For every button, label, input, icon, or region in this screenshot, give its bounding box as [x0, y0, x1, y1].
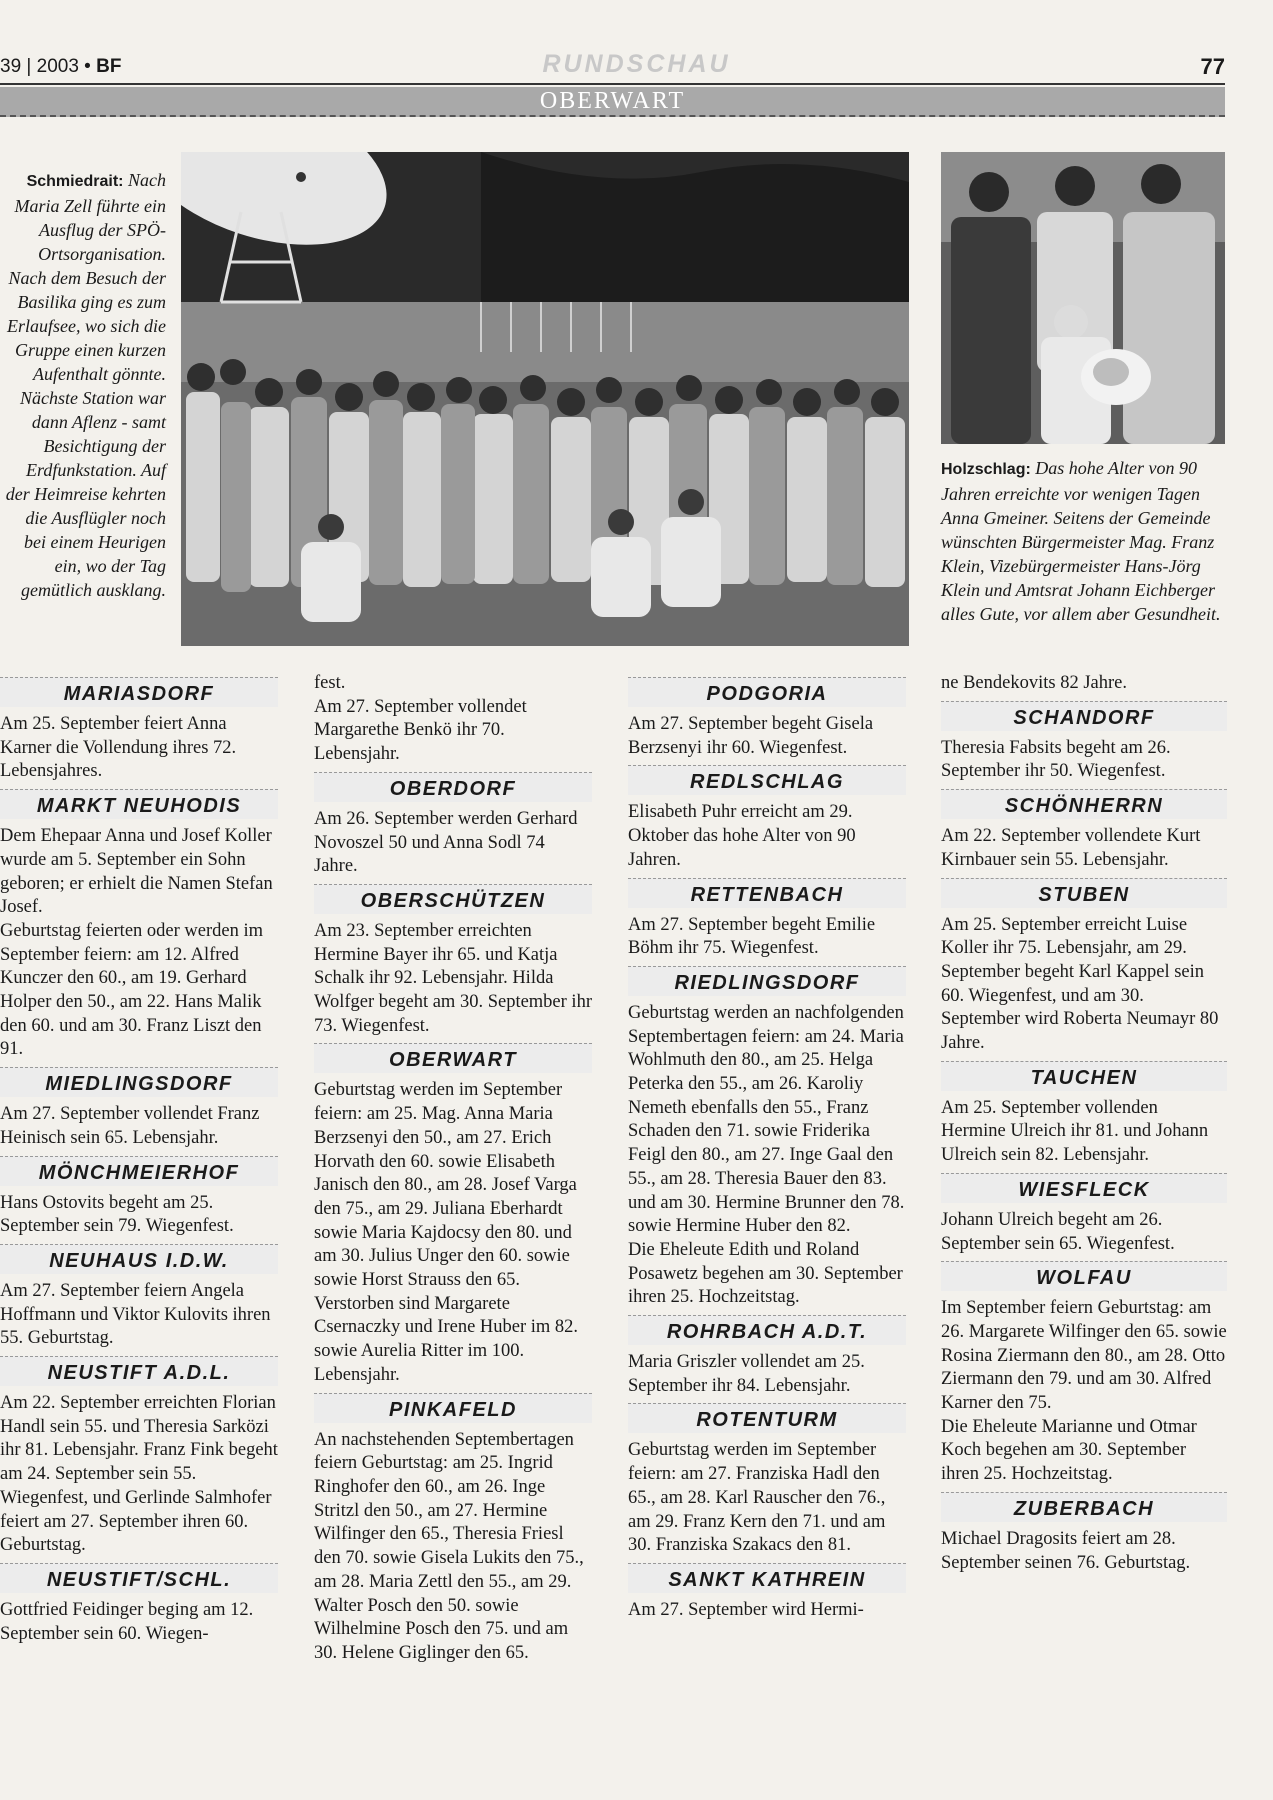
heading-miedlingsdorf: MIEDLINGSDORF [0, 1067, 278, 1097]
text-zuberbach: Michael Dragosits feiert am 28. September seinen 76. Geburtstag. [941, 1528, 1191, 1573]
heading-neustift-adl: NEUSTIFT A.D.L. [0, 1356, 278, 1386]
text-tauchen: Am 25. September vollenden Hermine Ulreich ihr 81. und Johann Ulreich sein 82. Lebensjahr. [941, 1097, 1209, 1166]
heading-oberwart: OBERWART [314, 1043, 592, 1073]
heading-wolfau: WOLFAU [941, 1261, 1227, 1291]
text-schoenherrn: Am 22. September vollendete Kurt Kirnbauer sein 55. Lebensjahr. [941, 826, 1201, 870]
text-markt-neuhodis: Dem Ehepaar Anna und Josef Koller wurde am 5. September ein Sohn geboren; er erhielt die Namen Stefan Josef. Geburtstag feierten oder werden im September feiern: am 12. Alfred Kunczer den 60., am 19. Gerhard Holper den 50., am 22. Hans Malik den 60. und am 30. Franz Liszt den 91. [0, 826, 273, 1060]
portrait-photo [941, 152, 1225, 444]
brand-label: BF [96, 56, 122, 77]
region-title: OBERWART [539, 88, 686, 114]
heading-zuberbach: ZUBERBACH [941, 1492, 1227, 1522]
text-riedlingsdorf: Geburtstag werden an nachfolgenden Septembertagen feiern: am 24. Maria Wohlmuth den 80., am 25. Helga Peterka den 55., am 26. Karoliy Nemeth ebenfalls den 55., Franz Schaden den 71. sowie Friderika Feigl den 80., am 27. Inge Gaal den 55., am 28. Theresia Bauer den 83. und am 30. Hermine Brunner den 78. sowie Hermine Huber den 82. Die Eheleute Edith und Roland Posawetz begehen am 30. September ihren 25. Hochzeitstag. [628, 1002, 905, 1308]
heading-stuben: STUBEN [941, 878, 1227, 908]
text-rohrbach: Maria Griszler vollendet am 25. September ihr 84. Lebensjahr. [628, 1352, 865, 1396]
heading-rettenbach: RETTENBACH [628, 878, 906, 908]
group-photo [181, 152, 909, 646]
section-title: RUNDSCHAU [542, 50, 731, 78]
page-number: 77 [1200, 54, 1225, 79]
heading-neustift-schl: NEUSTIFT/SCHL. [0, 1563, 278, 1593]
text-redlschlag: Elisabeth Puhr erreicht am 29. Oktober das hohe Alter von 90 Jahren. [628, 802, 856, 870]
text-oberdorf: Am 26. September werden Gerhard Novoszel 50 und Anna Sodl 74 Jahre. [314, 808, 578, 877]
text-continuation: fest. Am 27. September vollendet Margarethe Benkö ihr 70. Lebensjahr. [314, 673, 527, 765]
text-pinkafeld: An nachstehenden Septembertagen feiern Geburtstag: am 25. Ingrid Ringhofer den 60., am 26. Inge Stritzl den 50., am 27. Hermine Wilfinger den 65., Theresia Friesl den 70. sowie Gisela Lukits den 75., am 28. Maria Zettl den 55., am 29. Walter Posch den 50. sowie Wilhelmine Posch den 75. und am 30. Helene Giglinger den 65. [314, 1429, 584, 1663]
text-oberschuetzen: Am 23. September erreichten Hermine Bayer ihr 65. und Katja Schalk ihr 92. Lebensjahr. Hilda Wolfger begeht am 30. September ihr 73. Wiegenfest. [314, 920, 592, 1036]
heading-tauchen: TAUCHEN [941, 1061, 1227, 1091]
column-2 [314, 672, 592, 1666]
column-1 [0, 672, 278, 1646]
column-3 [628, 672, 906, 1623]
text-neustift-schl: Gottfried Feidinger beging am 12. September sein 60. Wiegen- [0, 1599, 254, 1644]
text-podgoria: Am 27. September begeht Gisela Berzsenyi ihr 60. Wiegenfest. [628, 714, 874, 758]
heading-rotenturm: ROTENTURM [628, 1403, 906, 1433]
heading-riedlingsdorf: RIEDLINGSDORF [628, 966, 906, 996]
text-wiesfleck: Johann Ulreich begeht am 26. September sein 65. Wiegenfest. [941, 1209, 1175, 1254]
issue-number: 39 | 2003 • [0, 56, 91, 77]
text-schandorf: Theresia Fabsits begeht am 26. September ihr 50. Wiegenfest. [941, 737, 1171, 782]
heading-oberschuetzen: OBERSCHÜTZEN [314, 884, 592, 914]
header-rule [0, 83, 1225, 85]
text-neuhaus: Am 27. September feiern Angela Hoffmann und Viktor Kulovits ihren 55. Geburtstag. [0, 1280, 271, 1349]
caption-place: Holzschlag: [941, 461, 1031, 478]
heading-neuhaus: NEUHAUS I.D.W. [0, 1244, 278, 1274]
heading-redlschlag: REDLSCHLAG [628, 765, 906, 795]
text-neustift-adl: Am 22. September erreichten Florian Handl sein 55. und Theresia Sarközi ihr 81. Lebensjahr. Franz Fink begeht am 24. September sein 55. Wiegenfest, und Gerlinde Salmhofer feiert am 27. September ihren 60. Geburtstag. [0, 1393, 278, 1556]
text-stuben: Am 25. September erreicht Luise Koller ihr 75. Lebensjahr, am 29. September begeht Karl Kappel sein 60. Wiegenfest, und am 30. September wird Roberta Neumayr 80 Jahre. [941, 914, 1219, 1054]
heading-wiesfleck: WIESFLECK [941, 1173, 1227, 1203]
caption-holzschlag [941, 456, 1227, 626]
text-mariasdorf: Am 25. September feiert Anna Karner die Vollendung ihres 72. Lebensjahres. [0, 714, 237, 782]
heading-schandorf: SCHANDORF [941, 701, 1227, 731]
text-miedlingsdorf: Am 27. September vollendet Franz Heinisch sein 65. Lebensjahr. [0, 1104, 260, 1148]
heading-podgoria: PODGORIA [628, 677, 906, 707]
caption-schmiedrait [4, 168, 166, 602]
text-rotenturm: Geburtstag werden im September feiern: am 27. Franziska Hadl den 65., am 28. Karl Rauscher den 76., am 29. Franz Kern den 71. und am 30. Franziska Szakacs den 81. [628, 1440, 886, 1556]
text-rettenbach: Am 27. September begeht Emilie Böhm ihr 75. Wiegenfest. [628, 914, 876, 959]
caption-text: Das hohe Alter von 90 Jahren erreichte vor wenigen Tagen Anna Gmeiner. Seitens der Gemeinde wünschten Bürgermeister Mag. Franz Klein, Vizebürgermeister Hans-Jörg Klein und Amtsrat Johann Eichberger alles Gute, vor allem aber Gesundheit. [941, 458, 1221, 624]
heading-moenchmeierhof: MÖNCHMEIERHOF [0, 1156, 278, 1186]
caption-text: Nach Maria Zell führte ein Ausflug der SPÖ-Ortsorganisation. Nach dem Besuch der Basilika ging es zum Erlaufsee, wo sich die Gruppe einen kurzen Aufenthalt gönnte. Nächste Station war dann Aflenz - samt Besichtigung der Erdfunkstation. Auf der Heimreise kehrten die Ausflügler noch bei einem Heurigen ein, wo der Tag gemütlich ausklang. [5, 170, 166, 600]
heading-pinkafeld: PINKAFELD [314, 1393, 592, 1423]
heading-sankt-kathrein: SANKT KATHREIN [628, 1563, 906, 1593]
heading-oberdorf: OBERDORF [314, 772, 592, 802]
text-moenchmeierhof: Hans Ostovits begeht am 25. September sein 79. Wiegenfest. [0, 1192, 234, 1237]
caption-place: Schmiedrait: [26, 173, 124, 190]
heading-schoenherrn: SCHÖNHERRN [941, 789, 1227, 819]
heading-markt-neuhodis: MARKT NEUHODIS [0, 789, 278, 819]
text-oberwart: Geburtstag werden im September feiern: am 25. Mag. Anna Maria Berzsenyi den 50., am 27. Erich Horvath den 60. sowie Elisabeth Janisch den 80., am 28. Josef Varga den 75., am 29. Juliana Eberhardt sowie Maria Kajdocsy den 80. und am 30. Julius Unger den 60. sowie sowie Horst Strauss den 65. Verstorben sind Margarete Csernaczky und Irene Huber im 82. sowie Aurelia Ritter im 100. Lebensjahr. [314, 1080, 579, 1385]
heading-mariasdorf: MARIASDORF [0, 677, 278, 707]
text-sankt-kathrein: Am 27. September wird Hermi- [628, 1599, 864, 1620]
column-4 [941, 672, 1227, 1575]
text-continuation: ne Bendekovits 82 Jahre. [941, 673, 1127, 693]
heading-rohrbach: ROHRBACH A.D.T. [628, 1315, 906, 1345]
text-wolfau: Im September feiern Geburtstag: am 26. Margarete Wilfinger den 65. sowie Rosina Ziermann den 80., am 28. Otto Ziermann den 79. und am 30. Alfred Karner den 75. Die Eheleute Marianne und Otmar Koch begehen am 30. September ihren 25. Hochzeitstag. [941, 1298, 1227, 1485]
